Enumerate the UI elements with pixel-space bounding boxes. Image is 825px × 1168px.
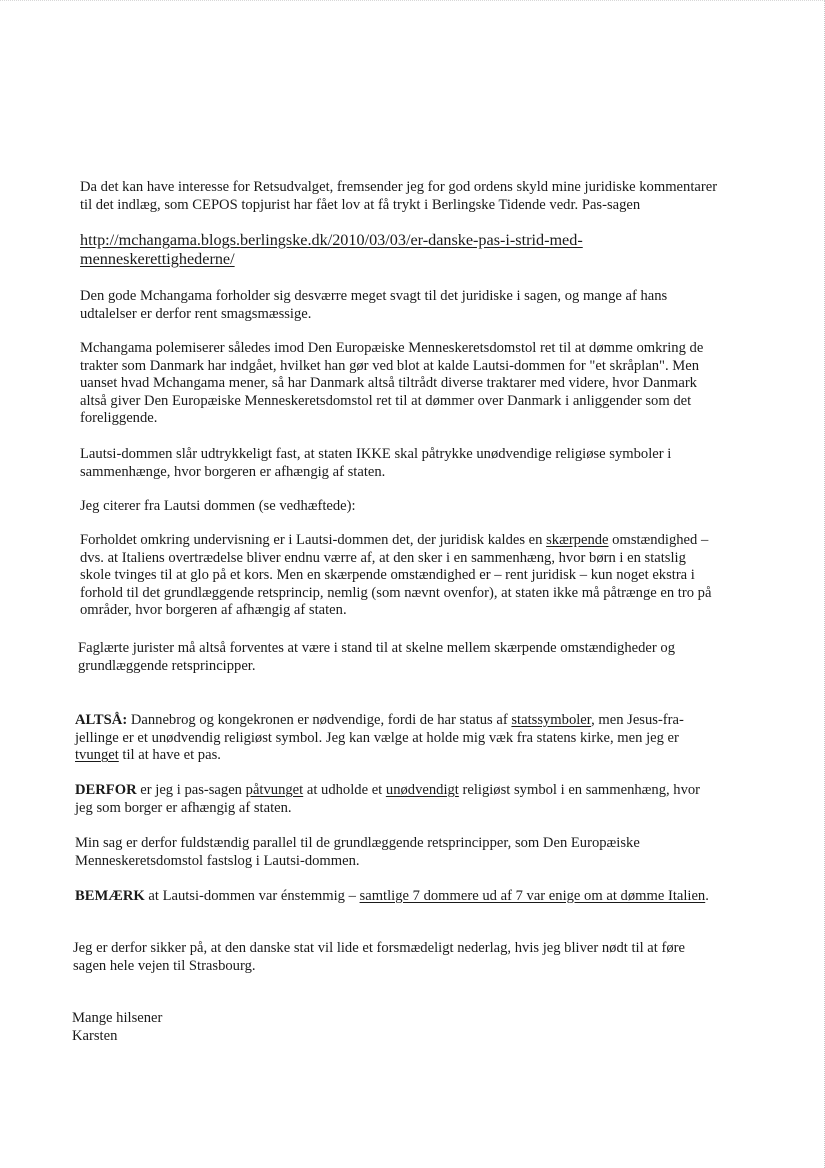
- text-line: foreliggende.: [80, 410, 158, 427]
- text-line: trakter som Danmark har indgået, hvilket han gør ved blot at kalde Lautsi-dommen for "et skråplan". Men: [80, 357, 699, 374]
- text-line: dvs. at Italiens overtrædelse bliver endnu værre af, at den sker i en sammenhæng, hvor børn i en statslig: [80, 549, 686, 566]
- blog-link[interactable]: [80, 231, 583, 269]
- underlined-word: tvunget: [75, 747, 119, 764]
- underlined-word: unødvendigt: [385, 782, 459, 798]
- paragraph-polemic: [80, 340, 703, 428]
- paragraph-jurists: [78, 640, 675, 675]
- text-line: Mchangama polemiserer således imod Den Europæiske Menneskeretsdomstol ret til at dømme omkring de: [80, 340, 704, 356]
- paragraph-lautsi-ruling: [80, 446, 671, 481]
- underlined-phrase: samtlige 7 dommere ud af 7 var enige om at dømme Italien: [359, 888, 706, 904]
- text-line: sammenhænge, hvor borgeren er afhængig af staten.: [80, 463, 386, 480]
- closing-greeting: Mange hilsener: [72, 1010, 163, 1026]
- text-line: BEMÆRK at Lautsi-dommen var énstemmig – samtlige 7 dommere ud af 7 var enige om at dømme Italien.: [75, 888, 709, 904]
- bold-label: DERFOR: [75, 782, 137, 798]
- paragraph-parallel: [75, 835, 640, 870]
- text-line: ALTSÅ: Dannebrog og kongekronen er nødvendige, fordi de har status af statssymboler, men Jesus-fra-: [75, 712, 684, 728]
- closing-signature: [72, 1010, 162, 1045]
- paragraph-altsaa: [75, 712, 684, 765]
- paragraph-bemaerk: [75, 888, 709, 906]
- link-line[interactable]: http://mchangama.blogs.berlingske.dk/2010/03/03/er-danske-pas-i-strid-med-: [80, 231, 583, 249]
- paragraph-strasbourg: [73, 940, 685, 975]
- signature-name: Karsten: [72, 1027, 118, 1044]
- text-line: DERFOR er jeg i pas-sagen påtvunget at udholde et unødvendigt religiøst symbol i en sammenhæng, hvor: [75, 782, 701, 798]
- underlined-word: skærpende: [546, 532, 609, 548]
- underlined-word: påtvunget: [245, 782, 304, 798]
- text-line: udtalelser er derfor rent smagsmæssige.: [80, 305, 312, 322]
- text-line: jellinge er et unødvendig religiøst symbol. Jeg kan vælge at holde mig væk fra statens kirke, men jeg er: [75, 729, 679, 746]
- text-line: Faglærte jurister må altså forventes at være i stand til at skelne mellem skærpende omstændigheder og: [78, 640, 675, 656]
- paragraph-quote-intro: [80, 498, 356, 516]
- link-line[interactable]: menneskerettighederne/: [80, 250, 235, 268]
- bold-label: BEMÆRK: [75, 888, 145, 904]
- bold-label: ALTSÅ:: [75, 712, 128, 728]
- text-line: grundlæggende retsprincipper.: [78, 657, 256, 674]
- text-line: jeg som borger er afhængig af staten.: [75, 799, 292, 816]
- text-line: områder, hvor borgeren af afhængig af staten.: [80, 602, 347, 619]
- paragraph-intro: [80, 179, 717, 214]
- text-line: Forholdet omkring undervisning er i Lautsi-dommen det, der juridisk kaldes en skærpende omstændighed –: [80, 532, 709, 548]
- text-line: forhold til det grundlæggende retsprincip, nemlig (som nævnt ovenfor), at staten ikke må påtrænge en tro på: [80, 584, 712, 601]
- paragraph-quote: [80, 532, 711, 620]
- text-line: altså giver Den Europæiske Menneskeretsdomstol ret til at dømmer over Danmark i anliggender som det: [80, 392, 692, 409]
- text-line: Jeg er derfor sikker på, at den danske stat vil lide et forsmædeligt nederlag, hvis jeg bliver nødt til at føre: [73, 940, 685, 956]
- text-line: Lautsi-dommen slår udtrykkeligt fast, at staten IKKE skal påtrykke unødvendige religiøse symboler i: [80, 446, 672, 462]
- text-line: til det indlæg, som CEPOS topjurist har fået lov at få trykt i Berlingske Tidende vedr. Pas-sagen: [80, 196, 641, 213]
- text-line: Min sag er derfor fuldstændig parallel til de grundlæggende retsprincipper, som Den Europæiske: [75, 835, 640, 851]
- text-line: Menneskeretsdomstol fastslog i Lautsi-dommen.: [75, 852, 360, 869]
- paragraph-derfor: [75, 782, 700, 817]
- text-line: Jeg citerer fra Lautsi dommen (se vedhæftede):: [80, 498, 356, 514]
- text-line: skole tvinges til at glo på et kors. Men en skærpende omstændighed er – rent juridisk – kun noget ekstra i: [80, 567, 695, 584]
- paragraph-mchangama-weak: [80, 288, 667, 323]
- text-line: uanset hvad Mchangama mener, så har Danmark altså tiltrådt diverse traktarer med videre, hvor Danmark: [80, 375, 697, 392]
- underlined-word: statssymboler: [511, 712, 592, 728]
- text-line: Den gode Mchangama forholder sig desværre meget svagt til det juridiske i sagen, og mange af hans: [80, 288, 668, 304]
- text-line: sagen hele vejen til Strasbourg.: [73, 957, 256, 974]
- text-line: Da det kan have interesse for Retsudvalget, fremsender jeg for god ordens skyld mine juridiske kommentarer: [80, 179, 718, 195]
- text-line: tvunget til at have et pas.: [75, 747, 221, 764]
